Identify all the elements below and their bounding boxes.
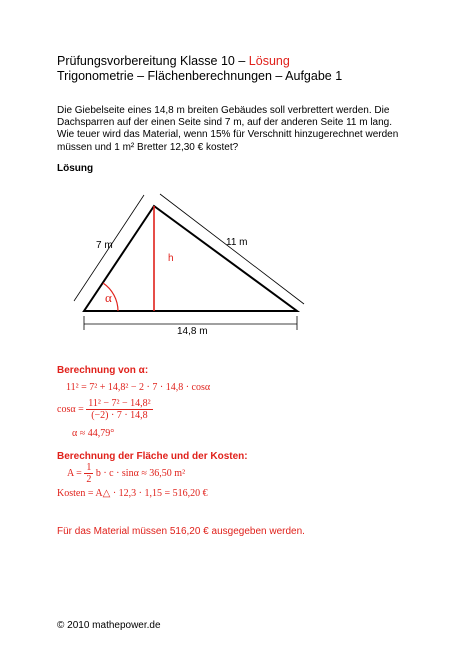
label-base: 14,8 m — [177, 326, 208, 337]
equation-cost: Kosten = A△ · 12,3 · 1,15 = 516,20 € — [57, 488, 208, 499]
equation-area — [67, 462, 185, 485]
label-angle-alpha: α — [105, 290, 112, 305]
task-line: Dachsparren auf der einen Seite sind 7 m, auf der anderen Seite 11 m lang. — [57, 117, 393, 129]
dimension-line-right — [160, 194, 304, 304]
fraction-denominator: (−2) · 7 · 14,8 — [91, 410, 148, 421]
section-heading-alpha: Berechnung von α: — [57, 365, 149, 376]
equation-cosine-law: 11² = 7² + 14,8² − 2 · 7 · 14,8 · cosα — [66, 382, 211, 393]
footer-copyright: © 2010 mathepower.de — [57, 620, 161, 631]
header-line-2: Trigonometrie – Flächenberechnungen – Aufgabe 1 — [57, 69, 343, 83]
equation-lhs: A = — [67, 467, 85, 479]
task-line: Die Giebelseite eines 14,8 m breiten Gebäudes soll verbrettert werden. Die — [57, 105, 390, 116]
task-line: müssen und 1 m² Bretter 12,30 € kostet? — [57, 141, 239, 153]
triangle-outline — [84, 206, 297, 311]
fraction — [84, 462, 93, 485]
label-height: h — [168, 253, 174, 264]
equation-rhs: b · c · sinα ≈ 36,50 m² — [95, 467, 186, 479]
fraction-numerator: 1 — [86, 462, 92, 473]
label-side-right: 11 m — [226, 237, 248, 248]
section-heading-area-cost: Berechnung der Fläche und der Kosten: — [57, 451, 248, 462]
conclusion-text: Für das Material müssen 516,20 € ausgegeben werden. — [57, 526, 305, 537]
equation-lhs: cosα = — [57, 403, 87, 415]
equation-alpha-result: α ≈ 44,79° — [72, 428, 115, 439]
solution-heading: Lösung — [57, 163, 94, 174]
fraction-denominator: 2 — [86, 474, 92, 485]
header-title: Prüfungsvorbereitung Klasse 10 – — [57, 54, 249, 68]
fraction-numerator: 11² − 7² − 14,8² — [88, 398, 151, 409]
fraction — [86, 398, 152, 421]
header-solution-label: Lösung — [248, 54, 290, 68]
label-side-left: 7 m — [96, 240, 113, 251]
task-line: Wie teuer wird das Material, wenn 15% für Verschnitt hinzugerechnet werden — [57, 129, 399, 141]
equation-cos-alpha — [57, 398, 153, 421]
